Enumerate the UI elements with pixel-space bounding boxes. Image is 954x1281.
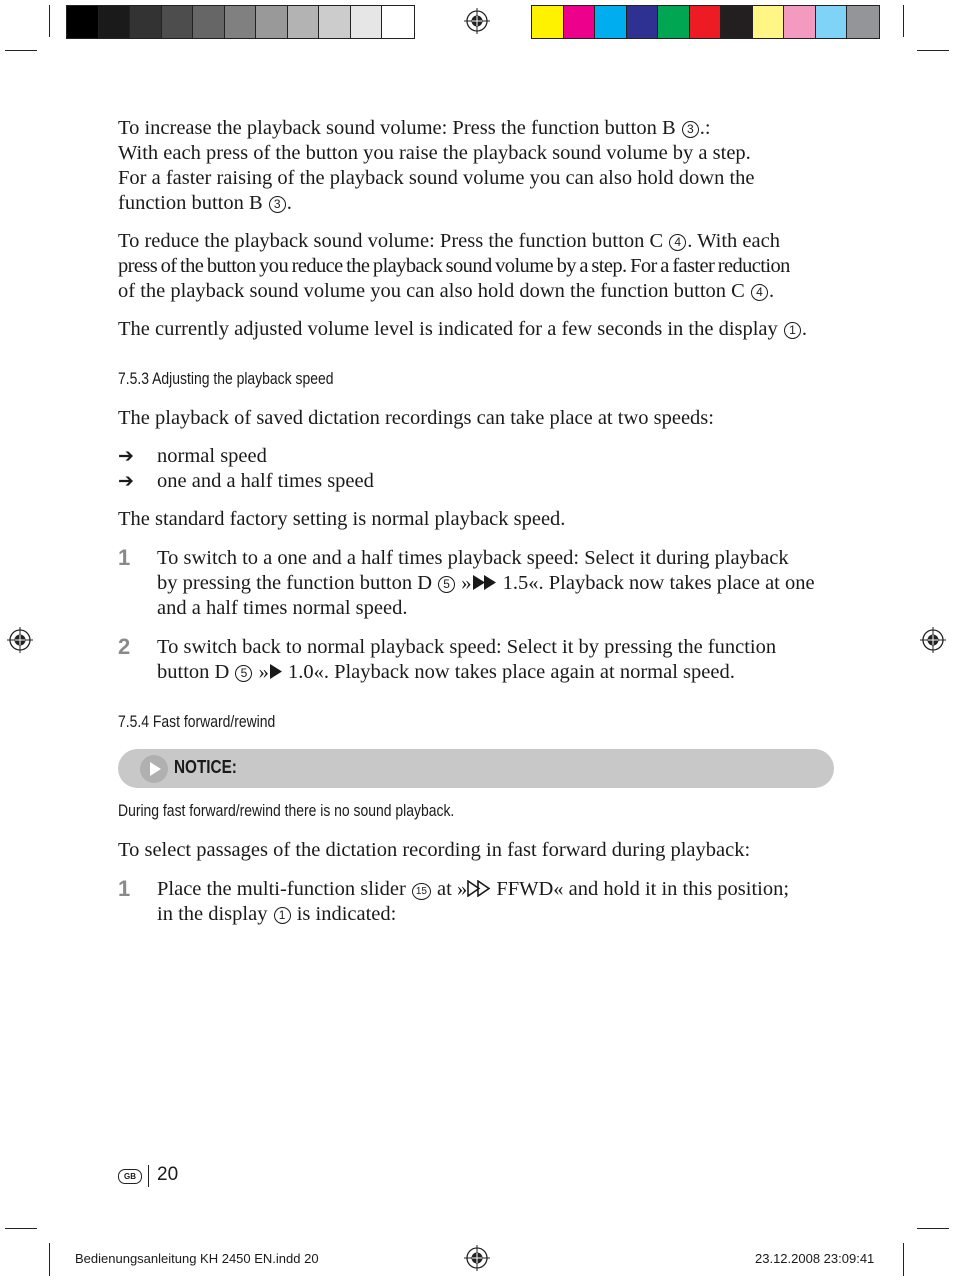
text: in the display	[157, 903, 268, 925]
color-swatch	[721, 6, 753, 38]
color-swatch	[816, 6, 848, 38]
text: With each press of the button you raise the playback sound volume by a step.	[118, 142, 751, 164]
slug-file-info: Bedienungsanleitung KH 2450 EN.indd 20	[75, 1251, 319, 1266]
button-d-marker: 5	[438, 576, 455, 593]
color-swatch	[225, 6, 257, 38]
ffwd-intro	[118, 838, 838, 863]
color-swatch	[256, 6, 288, 38]
text: »	[456, 572, 472, 594]
registration-mark-icon	[7, 627, 33, 653]
slug-timestamp: 23.12.2008 23:09:41	[755, 1251, 875, 1266]
crop-mark	[5, 50, 37, 51]
grayscale-color-bar	[66, 5, 415, 39]
registration-mark-icon	[920, 627, 946, 653]
color-swatch	[847, 6, 879, 38]
standard-setting	[118, 507, 838, 532]
text: 1.5«. Playback now takes place at one	[497, 572, 815, 594]
notice-text: During fast forward/rewind there is no sound playback.	[118, 801, 455, 820]
step-text	[157, 635, 776, 685]
notice-label: NOTICE:	[174, 757, 237, 777]
text: .	[801, 318, 808, 340]
text: To switch to a one and a half times playback speed: Select it during playback	[157, 547, 789, 569]
step-number: 1	[118, 545, 131, 570]
volume-increase-paragraph	[118, 116, 838, 216]
color-swatch	[382, 6, 414, 38]
text: .:	[699, 117, 711, 139]
crop-mark	[49, 1243, 50, 1276]
color-swatch	[753, 6, 785, 38]
crop-mark	[49, 5, 50, 37]
volume-reduce-paragraph	[118, 229, 838, 304]
display-marker: 1	[784, 322, 801, 339]
color-swatch	[595, 6, 627, 38]
button-c-marker: 4	[669, 234, 686, 251]
color-swatch	[351, 6, 383, 38]
crop-mark	[5, 1228, 37, 1229]
step-text	[157, 877, 789, 927]
page-number: 20	[157, 1164, 179, 1185]
step-text	[157, 546, 815, 621]
button-b-marker: 3	[269, 196, 286, 213]
fast-play-icon	[472, 574, 498, 591]
text: FFWD« and hold it in this position;	[491, 878, 790, 900]
text: To reduce the playback sound volume: Press the function button C	[118, 230, 664, 252]
button-d-marker: 5	[235, 665, 252, 682]
crop-mark	[903, 1243, 904, 1276]
text: For a faster raising of the playback sound volume you can also hold down the	[118, 167, 755, 189]
text: Place the multi-function slider	[157, 878, 406, 900]
text: and a half times normal speed.	[157, 597, 408, 619]
color-swatch	[690, 6, 722, 38]
color-swatch	[784, 6, 816, 38]
step-number: 1	[118, 876, 131, 901]
text: »	[253, 661, 269, 683]
display-marker: 1	[274, 907, 291, 924]
language-badge: GB	[118, 1169, 142, 1184]
text: press of the button you reduce the playback sound volume by a step. For a faster reduction	[118, 255, 790, 277]
button-c-marker: 4	[751, 284, 768, 301]
text: To select passages of the dictation recording in fast forward during playback:	[118, 839, 751, 861]
color-swatch	[67, 6, 99, 38]
text: .	[768, 280, 775, 302]
text: 1.0«. Playback now takes place again at normal speed.	[282, 661, 735, 683]
text: by pressing the function button D	[157, 572, 433, 594]
slider-marker: 15	[412, 883, 431, 900]
color-swatch	[130, 6, 162, 38]
color-swatch	[162, 6, 194, 38]
text: function button B	[118, 192, 263, 214]
text: normal speed	[157, 445, 267, 467]
text: To increase the playback sound volume: Press the function button B	[118, 117, 676, 139]
crop-mark	[903, 5, 904, 37]
text: of the playback sound volume you can also hold down the function button C	[118, 280, 745, 302]
section-heading-754: 7.5.4 Fast forward/rewind	[118, 712, 276, 731]
text: The standard factory setting is normal playback speed.	[118, 508, 566, 530]
text: To switch back to normal playback speed: Select it by pressing the function	[157, 636, 777, 658]
text: at »	[431, 878, 468, 900]
step-number: 2	[118, 634, 131, 659]
section-heading-753: 7.5.3 Adjusting the playback speed	[118, 369, 334, 388]
registration-mark-icon	[464, 8, 490, 34]
color-swatch	[564, 6, 596, 38]
text: . With each	[687, 230, 780, 252]
text: one and a half times speed	[157, 470, 374, 492]
text: is indicated:	[291, 903, 397, 925]
color-swatch	[99, 6, 131, 38]
notice-icon	[140, 755, 168, 783]
text: The playback of saved dictation recordings can take place at two speeds:	[118, 407, 714, 429]
text: The currently adjusted volume level is indicated for a few seconds in the display	[118, 318, 778, 340]
volume-display-paragraph	[118, 317, 838, 342]
play-icon	[269, 663, 283, 680]
divider	[148, 1165, 149, 1187]
color-swatch	[658, 6, 690, 38]
color-swatch	[627, 6, 659, 38]
button-b-marker: 3	[682, 121, 699, 138]
registration-mark-icon	[464, 1245, 490, 1271]
arrow-right-icon: ➔	[118, 470, 134, 492]
crop-mark	[917, 1228, 949, 1229]
fast-forward-icon	[467, 880, 491, 897]
color-swatch	[532, 6, 564, 38]
color-swatch	[193, 6, 225, 38]
process-color-bar	[531, 5, 880, 39]
crop-mark	[917, 50, 949, 51]
arrow-right-icon: ➔	[118, 445, 134, 467]
color-swatch	[319, 6, 351, 38]
color-swatch	[288, 6, 320, 38]
text: .	[286, 192, 292, 214]
text: button D	[157, 661, 230, 683]
speed-intro	[118, 406, 838, 431]
